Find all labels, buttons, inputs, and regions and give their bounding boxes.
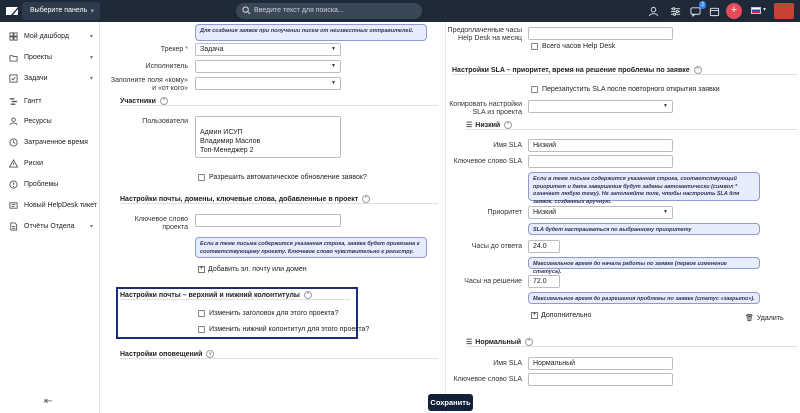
panel-select-label: Выберите панель xyxy=(30,7,88,14)
tracker-select[interactable] xyxy=(195,43,341,56)
projects-icon xyxy=(9,53,18,62)
sidebar-item-label: Мой дашборд xyxy=(24,32,69,40)
sidebar-item-time[interactable] xyxy=(0,132,100,152)
sidebar-item-label: Новый HelpDesk тикет xyxy=(24,201,97,209)
fill-fields-select[interactable] xyxy=(195,77,341,90)
plus-icon: + xyxy=(199,266,204,272)
tracker-value: Задача xyxy=(200,46,224,53)
priority-label: Приоритет xyxy=(487,209,522,216)
collapse-icon[interactable]: ^ xyxy=(525,338,533,346)
expand-icon[interactable]: v xyxy=(206,350,214,358)
chevron-down-icon: ▾ xyxy=(89,223,93,230)
logo-icon[interactable] xyxy=(5,4,19,18)
copy-sla-label xyxy=(440,101,522,117)
collapse-sidebar-icon[interactable]: ⇤ xyxy=(44,396,53,407)
section-divider xyxy=(466,129,797,130)
column-divider xyxy=(445,22,446,413)
checkbox-box[interactable] xyxy=(198,174,205,181)
chevron-down-icon: ▾ xyxy=(90,8,94,15)
trash-icon: 🗑 xyxy=(745,315,754,322)
checkbox-box[interactable] xyxy=(531,43,538,50)
risks-icon xyxy=(9,159,18,168)
user-option[interactable]: Админ ИСУП xyxy=(200,129,243,136)
users-list[interactable] xyxy=(195,116,341,158)
checkbox-box[interactable] xyxy=(531,86,538,93)
sla-keyword-note: Если в теме письма содержится указанная строка, соответствующий приоритет и дата завершения будут заданы автоматически (символ * означает любую тему). Не заполняйте поле, чтобы настроить SLA для заявок, созданных вручную. xyxy=(528,172,760,201)
language-flag-icon[interactable] xyxy=(751,7,761,14)
ticket-icon xyxy=(9,201,18,210)
tasks-icon xyxy=(9,74,18,83)
resolve-hours-input[interactable]: 72.0 xyxy=(528,275,560,288)
add-email-label: Добавить эл. почту или домен xyxy=(208,266,307,273)
fill-fields-label-line2: и «от кого» xyxy=(152,85,188,92)
main-content xyxy=(100,22,800,413)
sla-keyword-label: Ключевое слово SLA xyxy=(453,158,522,165)
planned-hours-line1: Предоплаченные часы xyxy=(447,27,522,34)
sidebar-item-problems[interactable] xyxy=(0,174,100,194)
problems-icon xyxy=(9,180,18,189)
plus-icon: + xyxy=(532,312,537,318)
drag-handle-icon[interactable]: ☰ xyxy=(466,339,473,346)
section-divider xyxy=(120,105,438,106)
sidebar-item-label: Затраченное время xyxy=(24,138,88,146)
restart-sla-label: Перезапустить SLA после повторного открытия заявки xyxy=(542,86,720,93)
sidebar-item-tasks[interactable] xyxy=(0,68,100,88)
low-priority-heading[interactable] xyxy=(466,121,512,129)
user-option[interactable]: Топ-Менеджер 2 xyxy=(200,147,254,154)
resolve-note: Максимальное время до разрешения проблемы по заявке (статус «закрыто»). xyxy=(528,292,760,304)
user-icon[interactable] xyxy=(646,4,660,18)
sidebar-item-risks[interactable] xyxy=(0,153,100,173)
fill-fields-label-line1: Заполните поля «кому» xyxy=(110,77,188,84)
planned-hours-label xyxy=(440,27,522,43)
dashboard-icon xyxy=(9,32,18,41)
notifications-section[interactable] xyxy=(120,350,214,358)
planned-hours-input[interactable] xyxy=(528,27,673,40)
response-note: Максимальное время до начала работы по заявке (первое изменение статуса). xyxy=(528,257,760,269)
delete-button[interactable] xyxy=(745,314,784,322)
section-divider xyxy=(452,74,797,75)
mail-section[interactable] xyxy=(120,195,370,203)
keyword-label-line1: Ключевое слово xyxy=(134,216,188,223)
calendar-icon[interactable] xyxy=(707,4,721,18)
chat-icon[interactable] xyxy=(688,4,702,18)
search-input[interactable] xyxy=(236,3,422,19)
chevron-down-icon: ▼ xyxy=(331,80,336,86)
chevron-down-icon: ▼ xyxy=(331,63,336,69)
checkbox-box[interactable] xyxy=(198,310,205,317)
drag-handle-icon[interactable]: ☰ xyxy=(466,122,473,129)
change-header-checkbox[interactable] xyxy=(198,310,338,317)
mail-section-title: Настройки почты, домены, ключевые слова, добавленные в проект xyxy=(120,195,359,203)
sidebar-item-resources[interactable] xyxy=(0,111,100,131)
copy-sla-line2: SLA из проекта xyxy=(472,109,522,116)
collapse-icon[interactable]: ^ xyxy=(504,121,512,129)
all-hours-checkbox[interactable] xyxy=(531,43,615,50)
sidebar-item-new-ticket[interactable] xyxy=(0,195,100,215)
sidebar xyxy=(0,22,100,413)
copy-sla-select[interactable] xyxy=(528,100,673,113)
participants-section[interactable] xyxy=(120,97,168,105)
create-plus-button[interactable]: + xyxy=(726,3,742,19)
normal-priority-title: Нормальный xyxy=(475,338,522,346)
response-hours-input[interactable]: 24.0 xyxy=(528,240,560,253)
keyword-label xyxy=(110,216,188,232)
response-hours-label: Часы до ответа xyxy=(471,243,522,250)
filter-settings-icon[interactable] xyxy=(668,4,682,18)
top-bar xyxy=(0,0,800,22)
keyword-note: Если в теме письма содержится указанная строка, заявка будет привязана к соответствующему проекту. Ключевое слово чувствительно к регистру. xyxy=(195,237,427,258)
gantt-icon xyxy=(9,97,18,106)
clock-icon xyxy=(9,138,18,147)
avatar[interactable] xyxy=(774,3,794,19)
tracker-label-text: Трекер xyxy=(160,46,184,53)
notifications-badge: 2 xyxy=(701,2,704,8)
sidebar-item-label: Гантт xyxy=(24,97,42,105)
additional-link[interactable] xyxy=(531,312,591,319)
keyword-label-line2: проекта xyxy=(162,224,188,231)
chevron-down-icon: ▼ xyxy=(663,103,668,109)
resolve-hours-label: Часы на решение xyxy=(464,278,522,285)
auto-update-checkbox[interactable] xyxy=(198,174,367,181)
low-priority-title: Низкий xyxy=(475,121,501,129)
sla-name-label: Имя SLA xyxy=(493,142,522,149)
change-header-label: Изменить заголовок для этого проекта? xyxy=(209,310,339,317)
copy-sla-line1: Копировать настройки xyxy=(449,101,522,108)
unknown-senders-note: Для создания заявок при получении писем от неизвестных отправителей. xyxy=(195,24,427,41)
keyword-input[interactable] xyxy=(195,214,341,227)
sla-name-label: Имя SLA xyxy=(493,360,522,367)
section-divider xyxy=(120,299,350,300)
sidebar-item-label: Ресурсы xyxy=(24,117,52,125)
sla-section-title: Настройки SLA – приоритет, время на решение проблемы по заявке xyxy=(452,66,690,74)
section-divider xyxy=(120,358,438,359)
users-label: Пользователи xyxy=(142,118,188,125)
save-button[interactable]: Сохранить xyxy=(428,394,473,411)
search-placeholder: Введите текст для поиска... xyxy=(254,7,344,14)
sidebar-item-label: Задачи xyxy=(24,74,48,82)
participants-section-title: Участники xyxy=(120,97,156,105)
normal-sla-keyword-input[interactable] xyxy=(528,373,673,386)
chevron-down-icon: ▾ xyxy=(89,54,93,61)
chevron-down-icon: ▼ xyxy=(331,46,336,52)
planned-hours-line2: Help Desk на месяц xyxy=(458,35,522,42)
restart-sla-checkbox[interactable] xyxy=(531,86,720,93)
sidebar-item-reports[interactable] xyxy=(0,216,100,236)
normal-priority-heading[interactable] xyxy=(466,338,533,346)
sidebar-item-label: Отчёты Отдела xyxy=(24,222,75,230)
change-footer-checkbox[interactable] xyxy=(198,326,369,333)
add-email-link[interactable] xyxy=(198,266,307,273)
sidebar-item-gantt[interactable] xyxy=(0,91,100,111)
priority-select[interactable] xyxy=(528,206,673,219)
fill-fields-label xyxy=(110,77,188,93)
chevron-down-icon: ▾ xyxy=(89,33,93,40)
sidebar-item-label: Риски xyxy=(24,159,44,167)
assignee-select[interactable] xyxy=(195,60,341,73)
collapse-icon[interactable]: ^ xyxy=(694,66,702,74)
priority-value: Низкий xyxy=(533,209,557,216)
assignee-label: Исполнитель xyxy=(145,63,188,70)
panel-select[interactable] xyxy=(22,2,100,20)
headers-section[interactable] xyxy=(120,291,312,299)
headers-section-title: Настройки почты – верхний и нижний колонтитулы xyxy=(120,291,300,299)
collapse-icon[interactable]: ^ xyxy=(304,291,312,299)
sidebar-item-dashboard[interactable] xyxy=(0,26,100,46)
all-hours-label: Всего часов Help Desk xyxy=(542,43,616,50)
sla-section[interactable] xyxy=(452,66,702,74)
section-divider xyxy=(120,203,438,204)
section-divider xyxy=(466,346,797,347)
checkbox-box[interactable] xyxy=(198,326,205,333)
additional-label: Дополнительно xyxy=(541,312,592,319)
change-footer-label: Изменить нижний колонтитул для этого проекта? xyxy=(209,326,370,333)
reports-icon xyxy=(9,222,18,231)
chevron-down-icon: ▼ xyxy=(663,209,668,215)
notifications-section-title: Настройки оповещений xyxy=(120,350,203,358)
user-option[interactable]: Владимир Маслов xyxy=(200,138,261,145)
resources-icon xyxy=(9,117,18,126)
sidebar-item-label: Проблемы xyxy=(24,180,59,188)
tracker-label xyxy=(110,46,188,53)
sla-keyword-label: Ключевое слово SLA xyxy=(453,376,522,383)
normal-sla-name-input[interactable]: Нормальный xyxy=(528,357,673,370)
auto-update-label: Разрешить автоматическое обновление заявок? xyxy=(209,174,367,181)
low-sla-name-input[interactable]: Низкий xyxy=(528,139,673,152)
delete-label: Удалить xyxy=(756,314,784,322)
chevron-down-icon[interactable]: ▾ xyxy=(763,7,767,13)
sidebar-item-projects[interactable] xyxy=(0,47,100,67)
required-asterisk: * xyxy=(185,46,188,53)
low-sla-keyword-input[interactable] xyxy=(528,155,673,168)
sidebar-item-label: Проекты xyxy=(24,53,53,61)
priority-note: SLA будет настраиваться по выбранному приоритету xyxy=(528,223,760,235)
search-icon xyxy=(242,6,251,15)
chevron-down-icon: ▾ xyxy=(89,75,93,82)
collapse-icon[interactable]: ^ xyxy=(362,195,370,203)
collapse-icon[interactable]: ^ xyxy=(160,97,168,105)
